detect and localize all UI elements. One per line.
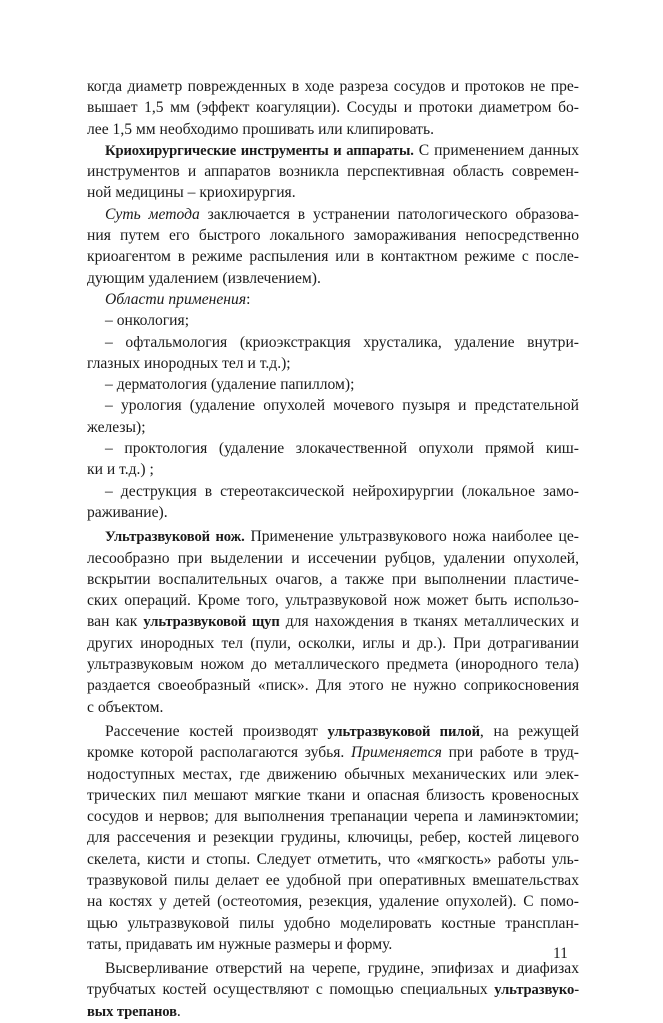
text-line [87, 569, 579, 590]
text-span: : [246, 290, 251, 308]
paragraph [87, 958, 579, 1022]
text-span: для рассечения и резекции грудины, ключицы, ребер, костей лицевого [87, 829, 579, 847]
bold-term: ультразвуковой пилой [327, 723, 480, 740]
text-line [87, 438, 579, 459]
text-span: ских операций. Кроме того, ультразвуковой нож может быть использо- [87, 592, 579, 610]
text-span: трических пил мешают мягкие ткани и опасная близость кровеносных [87, 786, 579, 804]
text-line [87, 97, 579, 118]
bold-term: ультразвуко- [494, 982, 579, 999]
text-line [87, 395, 579, 416]
text-span: для нахождения в тканях металлических и [279, 613, 579, 631]
paragraph [87, 721, 579, 955]
paragraph [87, 140, 579, 204]
italic-term: Суть метода [105, 205, 200, 223]
text-span: , на режущей [479, 722, 579, 740]
text-span: когда диаметр поврежденных в ходе разреза сосудов и протоков не пре- [87, 78, 579, 95]
text-line [87, 675, 579, 696]
text-span: . [176, 1002, 181, 1020]
text-line [87, 611, 579, 632]
text-line [87, 742, 579, 763]
text-line [87, 481, 579, 502]
text-span: ной медицины – криохирургия. [87, 184, 296, 202]
text-line [87, 289, 579, 310]
text-span: раживание). [87, 503, 168, 521]
text-line [87, 526, 579, 547]
text-span: скелета, кисти и стопы. Следует отметить, что «мягкость» работы уль- [87, 850, 579, 868]
text-span: Применение ультразвукового ножа наиболее це- [244, 528, 579, 546]
text-line [87, 785, 579, 806]
text-line [87, 764, 579, 785]
text-span: дующим удалением (извлечением). [87, 269, 321, 287]
paragraph [87, 374, 579, 395]
text-line [87, 246, 579, 267]
text-span: – офтальмология (криоэкстракция хрусталика, удаление внутри- [105, 333, 579, 351]
text-span: других инородных тел (пули, осколки, иглы и др.). При дотрагивании [87, 634, 579, 652]
text-line [87, 417, 579, 438]
text-line [87, 913, 579, 934]
text-line [87, 374, 579, 395]
text-line [87, 1001, 579, 1022]
text-line [87, 459, 579, 480]
paragraph [87, 481, 579, 524]
text-span: – дерматология (удаление папиллом); [105, 376, 355, 394]
text-span: ван как [87, 613, 144, 631]
text-span: – проктология (удаление злокачественной опухоли прямой киш- [105, 440, 579, 458]
text-line [87, 332, 579, 353]
text-line [87, 204, 579, 225]
text-span: с объектом. [87, 698, 164, 716]
text-span: лее 1,5 мм необходимо прошивать или клипировать. [87, 120, 434, 138]
text-line [87, 161, 579, 182]
page-body [87, 76, 579, 1022]
text-line [87, 721, 579, 742]
text-line [87, 654, 579, 675]
text-span: трубчатых костей осуществляют с помощью специальных [87, 981, 495, 999]
text-span: таты, придавать им нужные размеры и форму. [87, 935, 393, 953]
text-line [87, 934, 579, 955]
text-span: Рассечение костей производят [105, 722, 328, 740]
text-span: тразвуковой пилы делает ее удобной при оперативных вмешательствах [87, 871, 579, 889]
text-line [87, 891, 579, 912]
text-line [87, 225, 579, 246]
text-span: – онкология; [105, 312, 190, 330]
text-span: инструментов и аппаратов возникла перспективная область современ- [87, 163, 579, 181]
text-span: С применением данных [413, 141, 579, 159]
text-line [87, 182, 579, 203]
text-span: Высверливание отверстий на черепе, грудине, эпифизах и диафизах [105, 960, 579, 978]
text-span: вскрытии воспалительных очагов, а также при выполнении пластиче- [87, 570, 579, 588]
text-span: – деструкция в стереотаксической нейрохирургии (локальное замо- [105, 482, 579, 500]
text-line [87, 140, 579, 161]
bold-term: вых трепанов [87, 1003, 177, 1020]
text-line [87, 633, 579, 654]
paragraph [87, 204, 579, 289]
text-line [87, 119, 579, 140]
paragraph [87, 332, 579, 375]
italic-term: Применяется [351, 744, 442, 762]
page-number: 11 [553, 945, 568, 962]
bold-term: ультразвуковой щуп [143, 614, 280, 631]
text-line [87, 958, 579, 979]
paragraph [87, 395, 579, 438]
text-span: кромке которой располагаются зубья. [87, 744, 351, 762]
text-line [87, 849, 579, 870]
text-span: щью ультразвуковой пилы удобно моделировать костные трансплан- [87, 914, 579, 932]
text-span: – урология (удаление опухолей мочевого пузыря и предстательной [105, 397, 579, 415]
text-span: вышает 1,5 мм (эффект коагуляции). Сосуды и протоки диаметром бо- [87, 99, 579, 117]
text-span: при работе в труд- [441, 744, 579, 762]
text-span: ки и т.д.) ; [87, 461, 154, 479]
paragraph [87, 438, 579, 481]
text-span: заключается в устранении патологического образова- [199, 205, 579, 223]
text-span: на костях у детей (остеотомия, резекция, удаление опухолей). С помо- [87, 893, 579, 911]
text-line [87, 310, 579, 331]
text-line [87, 502, 579, 523]
text-span: глазных инородных тел и т.д.); [87, 354, 291, 372]
text-span: ультразвуковым ножом до металлического предмета (инородного тела) [87, 656, 579, 674]
text-line [87, 979, 579, 1000]
text-line [87, 353, 579, 374]
text-span: железы); [87, 418, 146, 436]
text-span: сосудов и нервов; для выполнения трепанации черепа и ламинэктомии; [87, 808, 579, 826]
text-line [87, 76, 579, 97]
paragraph [87, 526, 579, 718]
text-line [87, 870, 579, 891]
text-span: ния путем его быстрого локального замораживания непосредственно [87, 227, 579, 245]
text-line [87, 697, 579, 718]
italic-term: Области применения [105, 290, 247, 308]
paragraph [87, 76, 579, 140]
paragraph [87, 310, 579, 331]
bold-term: Ультразвуковой нож. [105, 529, 245, 546]
text-span: раздается своеобразный «писк». Для этого не нужно соприкосновения [87, 677, 579, 695]
text-line [87, 268, 579, 289]
text-line [87, 590, 579, 611]
text-line [87, 806, 579, 827]
text-span: криоагентом в режиме распыления или в контактном режиме с после- [87, 248, 579, 266]
text-span: нодоступных местах, где движению обычных механических или элек- [87, 765, 579, 783]
paragraph [87, 289, 579, 310]
text-line [87, 827, 579, 848]
bold-term: Криохирургические инструменты и аппараты. [105, 142, 414, 159]
text-span: лесообразно при выделении и иссечении рубцов, удалении опухолей, [87, 549, 579, 567]
text-line [87, 548, 579, 569]
